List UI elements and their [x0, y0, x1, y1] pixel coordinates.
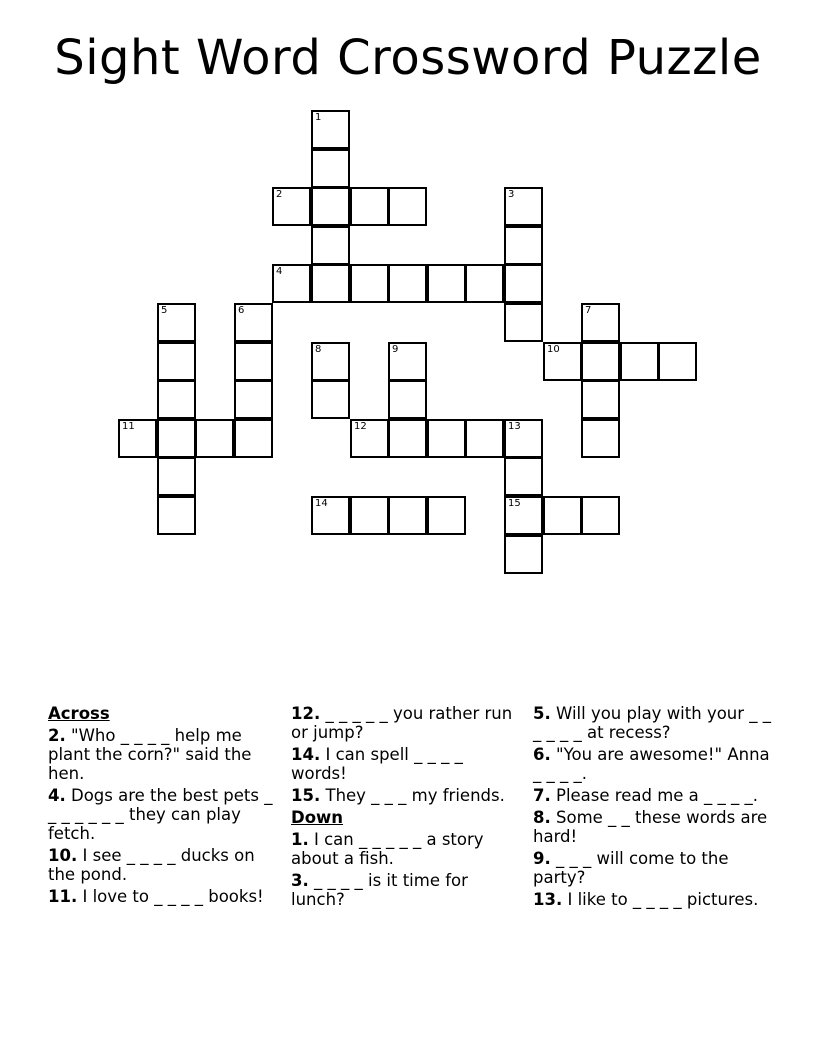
clue-down-7: 7. Please read me a _ _ _ _. [533, 786, 758, 805]
clue-down-6: 6. "You are awesome!" Anna _ _ _ _. [533, 745, 770, 783]
across-heading: Across [48, 704, 110, 723]
cell-number: 8 [315, 344, 322, 355]
cell-number: 7 [585, 305, 592, 316]
clue-across-11: 11. I love to _ _ _ _ books! [48, 887, 264, 906]
grid-cell[interactable] [311, 187, 350, 226]
grid-cell[interactable] [350, 419, 389, 458]
grid-cell[interactable] [504, 419, 543, 458]
cell-number: 5 [161, 305, 168, 316]
grid-cell[interactable] [388, 187, 427, 226]
grid-cell[interactable] [658, 342, 697, 381]
clue-down-9: 9. _ _ _ will come to the party? [533, 849, 729, 887]
cell-number: 3 [508, 189, 515, 200]
grid-cell[interactable] [427, 264, 466, 303]
clue-across-10: 10. I see _ _ _ _ ducks on the pond. [48, 846, 255, 884]
grid-cell[interactable] [350, 264, 389, 303]
grid-cell[interactable] [581, 303, 620, 342]
grid-cell[interactable] [581, 419, 620, 458]
grid-cell[interactable] [234, 303, 273, 342]
grid-cell[interactable] [311, 226, 350, 265]
grid-cell[interactable] [272, 187, 311, 226]
grid-cell[interactable] [427, 419, 466, 458]
grid-cell[interactable] [350, 187, 389, 226]
grid-cell[interactable] [388, 342, 427, 381]
grid-cell[interactable] [388, 419, 427, 458]
grid-cell[interactable] [311, 264, 350, 303]
grid-cell[interactable] [504, 535, 543, 574]
grid-cell[interactable] [234, 380, 273, 419]
cell-number: 12 [354, 421, 367, 432]
grid-cell[interactable] [157, 342, 196, 381]
clue-down-5: 5. Will you play with your _ _ _ _ _ _ at recess? [533, 704, 772, 742]
grid-cell[interactable] [388, 496, 427, 535]
grid-cell[interactable] [350, 496, 389, 535]
grid-cell[interactable] [234, 419, 273, 458]
cell-number: 6 [238, 305, 245, 316]
grid-cell[interactable] [388, 264, 427, 303]
grid-cell[interactable] [504, 457, 543, 496]
grid-cell[interactable] [504, 496, 543, 535]
grid-cell[interactable] [427, 496, 466, 535]
clue-across-12: 12. _ _ _ _ _ you rather run or jump? [291, 704, 513, 742]
clues-column-3 [533, 704, 773, 912]
cell-number: 1 [315, 112, 322, 123]
grid-cell[interactable] [581, 342, 620, 381]
down-heading: Down [291, 808, 344, 827]
clue-down-13: 13. I like to _ _ _ _ pictures. [533, 890, 759, 909]
cell-number: 9 [392, 344, 399, 355]
grid-cell[interactable] [157, 457, 196, 496]
grid-cell[interactable] [504, 226, 543, 265]
clue-down-1: 1. I can _ _ _ _ _ a story about a fish. [291, 830, 484, 868]
grid-cell[interactable] [157, 496, 196, 535]
page-title: Sight Word Crossword Puzzle [54, 30, 762, 86]
cell-number: 4 [276, 266, 283, 277]
cell-number: 2 [276, 189, 283, 200]
grid-cell[interactable] [581, 496, 620, 535]
clue-down-8: 8. Some _ _ these words are hard! [533, 808, 768, 846]
grid-cell[interactable] [157, 419, 196, 458]
grid-cell[interactable] [504, 187, 543, 226]
clue-down-3: 3. _ _ _ _ is it time for lunch? [291, 871, 468, 909]
clue-across-14: 14. I can spell _ _ _ _ words! [291, 745, 463, 783]
grid-cell[interactable] [311, 149, 350, 188]
cell-number: 11 [122, 421, 135, 432]
clue-across-2: 2. "Who _ _ _ _ help me plant the corn?" said the hen. [48, 726, 252, 783]
grid-cell[interactable] [543, 496, 582, 535]
grid-cell[interactable] [388, 380, 427, 419]
clues-column-2 [291, 704, 516, 912]
grid-cell[interactable] [157, 380, 196, 419]
clues-column-1 [48, 704, 273, 909]
grid-cell[interactable] [118, 419, 157, 458]
cell-number: 10 [547, 344, 560, 355]
grid-cell[interactable] [157, 303, 196, 342]
clue-across-15: 15. They _ _ _ my friends. [291, 786, 505, 805]
grid-cell[interactable] [465, 419, 504, 458]
grid-cell[interactable] [195, 419, 234, 458]
grid-cell[interactable] [311, 110, 350, 149]
grid-cell[interactable] [311, 496, 350, 535]
grid-cell[interactable] [581, 380, 620, 419]
grid-cell[interactable] [311, 342, 350, 381]
cell-number: 13 [508, 421, 521, 432]
grid-cell[interactable] [234, 342, 273, 381]
grid-cell[interactable] [543, 342, 582, 381]
grid-cell[interactable] [504, 303, 543, 342]
cell-number: 14 [315, 498, 328, 509]
cell-number: 15 [508, 498, 521, 509]
grid-cell[interactable] [504, 264, 543, 303]
grid-cell[interactable] [465, 264, 504, 303]
grid-cell[interactable] [620, 342, 659, 381]
grid-cell[interactable] [272, 264, 311, 303]
grid-cell[interactable] [311, 380, 350, 419]
clue-across-4: 4. Dogs are the best pets _ _ _ _ _ _ _ they can play fetch. [48, 786, 273, 843]
